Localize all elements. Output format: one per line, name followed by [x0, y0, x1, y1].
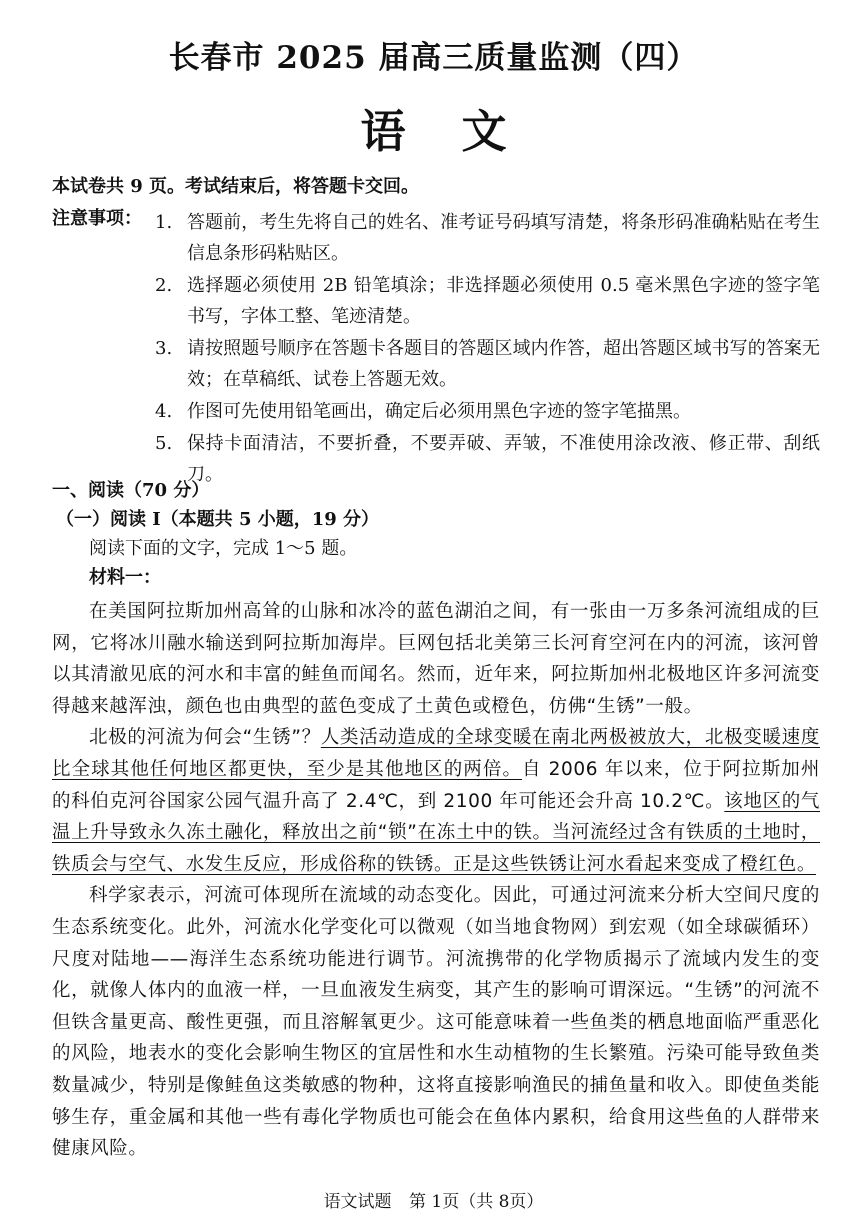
notice-item-number: 5.	[155, 433, 173, 454]
notice-item	[155, 428, 820, 490]
footer-page-number: 第 1页（共 8页）	[408, 1192, 544, 1212]
notice-item-number: 1.	[155, 212, 173, 233]
subsection-heading: （一）阅读 I（本题共 5 小题，19 分）	[56, 509, 380, 530]
notice-item-text: 保持卡面清洁，不要折叠，不要弄破、弄皱，不准使用涂改液、修正带、刮纸刀。	[187, 433, 820, 485]
page-footer	[0, 1190, 867, 1214]
paragraph-2-question: 北极的河流为何会“生锈”？	[89, 727, 321, 749]
passage	[52, 596, 820, 1165]
underlined-sentence-2: 该地区的气温上升导致永久冻土融化，释放出之前“锁”在冻土中的铁。当河流经过含有铁质的土地时，铁质会与空气、水发生反应，形成俗称的铁锈。正是这些铁锈让河水看起来变成了橙红色。	[52, 790, 820, 875]
passage-paragraph-2	[52, 722, 820, 880]
notice-item-text: 请按照题号顺序在答题卡各题目的答题区域内作答，超出答题区域书写的答案无效；在草稿纸、试卷上答题无效。	[187, 338, 820, 390]
reading-instruction: 阅读下面的文字，完成 1～5 题。	[89, 538, 358, 559]
notice-item-number: 2.	[155, 275, 173, 296]
notice-item	[155, 270, 820, 332]
passage-paragraph-3: 科学家表示，河流可体现所在流域的动态变化。因此，可通过河流来分析大空间尺度的生态系统变化。此外，河流水化学变化可以微观（如当地食物网）到宏观（如全球碳循环）尺度对陆地——海洋生态系统功能进行调节。河流携带的化学物质揭示了流域内发生的变化，就像人体内的血液一样，一旦血液发生病变，其产生的影响可谓深远。“生锈”的河流不但铁含量更高、酸性更强，而且溶解氧更少。这可能意味着一些鱼类的栖息地面临严重恶化的风险，地表水的变化会影响生物区的宜居性和水生动植物的生长繁殖。污染可能导致鱼类数量减少，特别是像鲑鱼这类敏感的物种，这将直接影响渔民的捕鱼量和收入。即使鱼类能够生存，重金属和其他一些有毒化学物质也可能会在鱼体内累积，给食用这些鱼的人群带来健康风险。	[52, 885, 820, 1160]
passage-paragraph-1: 在美国阿拉斯加州高耸的山脉和冰冷的蓝色湖泊之间，有一张由一万多条河流组成的巨网，它将冰川融水输送到阿拉斯加海岸。巨网包括北美第三长河育空河在内的河流，该河曾以其清澈见底的河水和丰富的鲑鱼而闻名。然而，近年来，阿拉斯加州北极地区许多河流变得越来越浑浊，颜色也由典型的蓝色变成了土黄色或橙色，仿佛“生锈”一般。	[52, 601, 820, 717]
exam-title: 长春市 2025 届高三质量监测（四）	[168, 40, 699, 76]
notice-label: 注意事项：	[52, 208, 142, 229]
notice-item-text: 选择题必须使用 2B 铅笔填涂；非选择题必须使用 0.5 毫米黑色字迹的签字笔书写，字体工整、笔迹清楚。	[187, 275, 820, 327]
notice-item	[155, 207, 820, 269]
notice-item-text: 答题前，考生先将自己的姓名、准考证号码填写清楚，将条形码准确粘贴在考生信息条形码粘贴区。	[187, 212, 820, 264]
notice-list	[155, 207, 820, 491]
subject-title: 语文	[360, 105, 563, 158]
paragraph-2-data: 自 2006 年以来，位于阿拉斯加州的科伯克河谷国家公园气温升高了 2.4℃，到 2100 年可能还会升高 10.2℃。	[52, 758, 820, 812]
underlined-sentence-1: 人类活动造成的全球变暖在南北两极被放大，北极变暖速度比全球其他任何地区都更快，至少是其他地区的两倍。	[52, 727, 820, 780]
notice-item	[155, 396, 820, 427]
notice-item-text: 作图可先使用铅笔画出，确定后必须用黑色字迹的签字笔描黑。	[187, 401, 691, 422]
notice-item-number: 3.	[155, 338, 173, 359]
footer-subject: 语文试题	[323, 1192, 392, 1212]
notice-item	[155, 333, 820, 395]
material-label: 材料一：	[89, 567, 161, 588]
section-heading: 一、阅读（70 分）	[52, 480, 210, 501]
notice-item-number: 4.	[155, 401, 173, 422]
intro-line: 本试卷共 9 页。考试结束后，将答题卡交回。	[52, 176, 420, 197]
